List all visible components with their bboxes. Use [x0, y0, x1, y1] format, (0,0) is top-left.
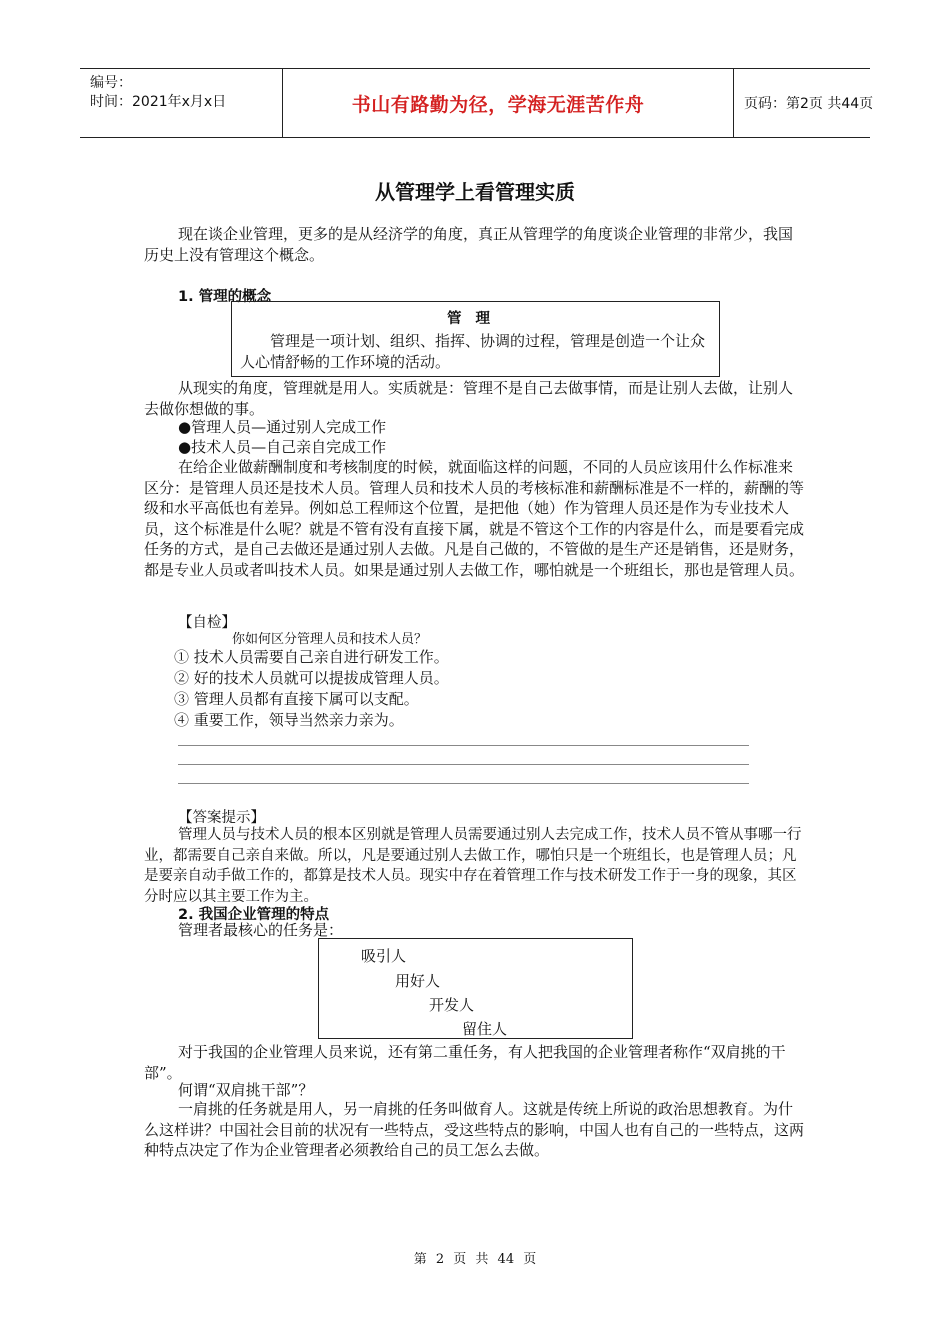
bullet-technician: ●技术人员—自己亲自完成工作	[178, 438, 387, 456]
definition-box-text: 管理是一项计划、组织、指挥、协调的过程，管理是创造一个让众人心情舒畅的工作环境的活动。	[240, 332, 706, 371]
task-develop: 开发人	[429, 996, 475, 1014]
header-number: 编号：	[90, 75, 132, 91]
section1-paragraph-1: 从现实的角度，管理就是用人。实质就是：管理不是自己去做事情，而是让别人去做，让别人去做你想做的事。	[144, 379, 794, 418]
header-motto: 书山有路勤为径，学海无涯苦作舟	[351, 93, 645, 116]
self-check-question: 你如何区分管理人员和技术人员？	[232, 632, 428, 647]
answer-text: 管理人员与技术人员的根本区别就是管理人员需要通过别人去完成工作，技术人员不管从事哪一行业，都需要自己亲自来做。所以，凡是要通过别人去做工作，哪怕只是一个班组长，也是管理人员；凡是要亲自动手做工作的，都算是技术人员。现实中存在着管理工作与技术研发工作于一身的现象，其区分时应以其主要工作为主。	[144, 827, 802, 905]
definition-box	[231, 301, 720, 377]
page-footer: 第 2 页 共 44 页	[413, 1252, 537, 1267]
task-attract: 吸引人	[361, 947, 407, 965]
answer-line	[178, 783, 749, 784]
section2-heading: 2. 我国企业管理的特点	[178, 907, 330, 923]
header-meta	[80, 69, 282, 137]
section2-lead: 管理者最核心的任务是：	[178, 921, 344, 939]
core-tasks-box	[318, 938, 633, 1039]
task-retain: 留住人	[462, 1020, 508, 1038]
bullet-manager: ●管理人员—通过别人完成工作	[178, 418, 387, 436]
header-motto-cell	[282, 69, 734, 137]
section1-paragraph-2: 在给企业做薪酬制度和考核制度的时候，就面临这样的问题，不同的人员应该用什么作标准来区分：是管理人员还是技术人员。管理人员和技术人员的考核标准和薪酬标准是不一样的，薪酬的等级和水平高低也有差异。例如总工程师这个位置，是把他（她）作为管理人员还是作为专业技术人员，这个标准是什么呢？就是不管有没有直接下属，就是不管这个工作的内容是什么，而是要看完成任务的方式，是自己去做还是通过别人去做。凡是自己做的，不管做的是生产还是销售，还是财务，都是专业人员或者叫技术人员。如果是通过别人去做工作，哪怕就是一个班组长，那也是管理人员。	[144, 458, 805, 579]
task-use: 用好人	[395, 972, 441, 990]
section1-heading: 1. 管理的概念	[178, 289, 272, 305]
self-check-option-3: ③ 管理人员都有直接下属可以支配。	[174, 690, 419, 708]
page-header	[80, 68, 874, 138]
self-check-option-1: ① 技术人员需要自己亲自进行研发工作。	[174, 648, 449, 666]
self-check-option-4: ④ 重要工作，领导当然亲力亲为。	[174, 711, 404, 729]
answer-line	[178, 764, 749, 765]
header-page-number: 页码：第2页 共44页	[744, 96, 874, 112]
intro-paragraph: 现在谈企业管理，更多的是从经济学的角度，真正从管理学的角度谈企业管理的非常少，我国历史上没有管理这个概念。	[144, 225, 794, 264]
self-check-option-2: ② 好的技术人员就可以提拔成管理人员。	[174, 669, 449, 687]
section2-paragraph-2: 一肩挑的任务就是用人，另一肩挑的任务叫做育人。这就是传统上所说的政治思想教育。为什么这样讲？中国社会目前的状况有一些特点，受这些特点的影响，中国人也有自己的一些特点，这两种特点决定了作为企业管理者必须教给自己的员工怎么去做。	[144, 1100, 805, 1160]
header-date: 时间：2021年x月x日	[90, 94, 227, 110]
definition-box-title: 管理	[447, 311, 504, 327]
answer-label: 【答案提示】	[178, 810, 265, 826]
page-title: 从管理学上看管理实质	[375, 180, 575, 204]
self-check-label: 【自检】	[178, 615, 236, 631]
answer-line	[178, 745, 749, 746]
header-page-cell	[732, 69, 874, 137]
section2-question: 何谓“双肩挑干部”？	[178, 1081, 314, 1099]
section2-paragraph-1: 对于我国的企业管理人员来说，还有第二重任务，有人把我国的企业管理者称作“双肩挑的干部”。	[144, 1043, 786, 1082]
